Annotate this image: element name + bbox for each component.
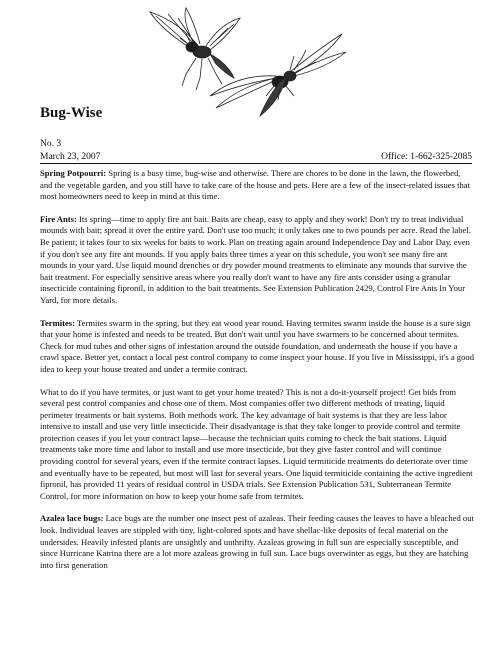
issue-number: No. 3 <box>40 139 62 149</box>
section-text: What to do if you have termites, or just want to get your home treated? This is not a do-it-yourself project! Get bids from several pest control companies and chose one of them. Most companies offer two different methods of treating, liquid perimeter treatments or bait systems. Both methods work. The key advantage of bait systems is that they are less labor intensive to install and use very little insecticide. Their disadvantage is that they take longer to provide control and termite protection ceases if you let your contract lapse—because the technician quits coming to check the bait stations. Liquid treatments take more time and labor to install and use more insecticide, but they give faster control and will continue providing control for several years, even if the termite contract lapses. Liquid termiticide treatments do deteriorate over time and eventually have to be repeated, but most will last for several years. One liquid termiticide containing the active ingredient fipronil, has provided 11 years of residual control in USDA trials. See Extension Publication 531, Subterranean Termite Control, for more information on how to keep your home safe from termites. <box>40 386 473 501</box>
section-heading: Spring Potpourri: <box>40 168 107 178</box>
newsletter-body <box>40 168 474 582</box>
section-heading: Termites: <box>40 317 75 328</box>
section-text: Termites swarm in the spring, but they eat wood year round. Having termites swarm inside the house is a sure sign that your home is infested and needs to be treated. But don't wait until you have swarmers to be concerned about termites. Check for mud tubes and other signs of infestation around the outside foundation, and underneath the house if you have a crawl space. Better yet, contact a local pest control company to come inspect your house. If you live in Mississippi, it's a good idea to keep your house treated and under a termite contract. <box>40 317 474 374</box>
fly-drawing-icon <box>150 8 240 90</box>
newsletter-title: Bug-Wise <box>40 105 103 121</box>
section-heading: Azalea lace bugs: <box>40 513 104 524</box>
section-termites <box>40 318 474 376</box>
section-spring-potpourri <box>40 168 474 203</box>
insect-illustration-icon <box>130 4 350 122</box>
office-phone: Office: 1-662-325-2085 <box>381 152 472 162</box>
section-text: Spring is a busy time, bug-wise and otherwise. There are chores to be done in the lawn, the flowerbed, and the vegetable garden, and you still have to take care of the house and pets. Here are a few of the insect-related issues that most homeowners need to keep in mind at this time. <box>40 168 470 202</box>
section-text: Lace bugs are the number one insect pest of azaleas. Their feeding causes the leaves to have a bleached out look. Individual leaves are stippled with tiny, light-colored spots and have shellac-like deposits of fecal material on the undersides. Heavily infested plants are unsightly and unthrifty. Azaleas growing in full sun are especially susceptible, and since Hurricane Katrina there are a lot more azaleas growing in full sun. Lace bugs overwinter as eggs, but they are hatching into first generation <box>40 513 474 570</box>
header-divider <box>40 163 472 164</box>
section-termite-treatment <box>40 387 474 503</box>
section-azalea-lace-bugs <box>40 513 474 571</box>
section-heading: Fire Ants: <box>40 213 77 224</box>
section-text: Its spring—time to apply fire ant bait. Baits are cheap, easy to apply and they work! Don't try to treat individual mounds with bait; spread it over the entire yard. Don't use too much; it only takes one to two pounds per acre. Read the label. Be patient; it takes four to six weeks for baits to work. Plan on treating again around Independence Day and Labor Day, even if you don't see any fire ant mounds. If you apply baits three times a year on this schedule, you won't see many fire ant mounds in your yard. Use liquid mound drenches or dry powder mound treatments to eliminate any mounds that survive the bait treatment. For especially sensitive areas where you really don't want to have any fire ants consider using a granular insecticide containing fipronil, in addition to the bait treatments. See Extension Publication 2429, Control Fire Ants In Your Yard, for more details. <box>40 213 471 305</box>
section-fire-ants <box>40 214 474 307</box>
issue-date: March 23, 2007 <box>40 152 101 162</box>
